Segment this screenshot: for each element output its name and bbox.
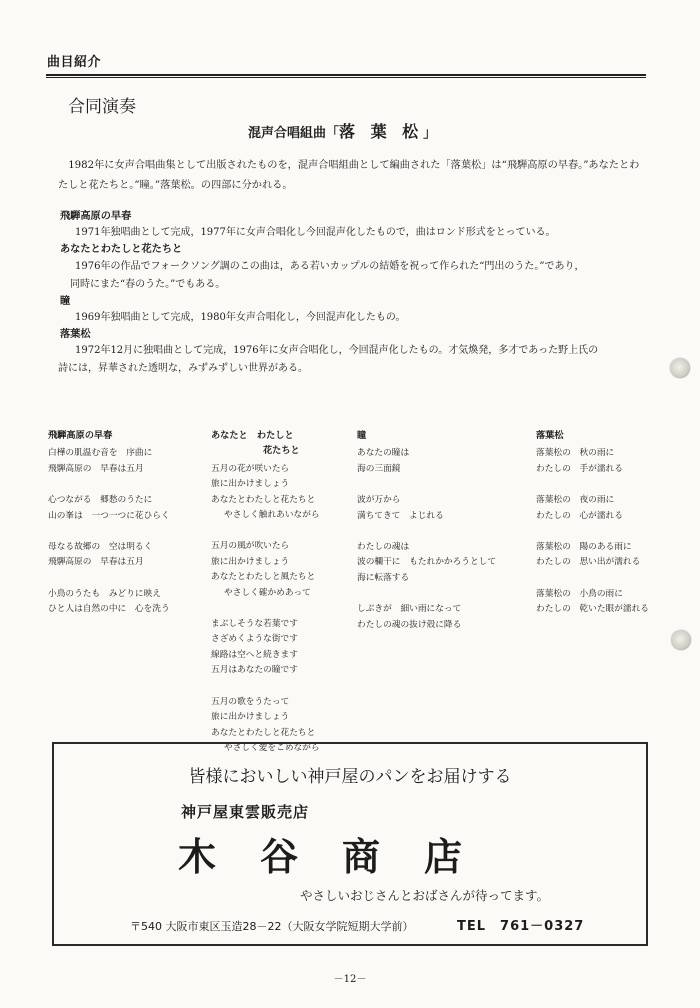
lyric-line: やさしく確かめあって xyxy=(224,587,311,598)
stanza xyxy=(536,540,649,571)
lyric-line: 海に転落する xyxy=(357,572,410,583)
lyric-line: あなたとわたしと花たちと xyxy=(211,494,316,505)
binder-hole xyxy=(671,630,691,650)
lyric-line: 落葉松の 秋の雨に xyxy=(536,448,615,459)
lyrics-title: 瞳 xyxy=(357,430,367,441)
lyric-line: 五月の歌をうたって xyxy=(211,696,290,707)
ad-slogan: やさしいおじさんとおばさんが待ってます。 xyxy=(300,888,550,903)
lyric-line: 旅に出かけましょう xyxy=(211,556,290,567)
item-heading: 落葉松 xyxy=(60,329,91,340)
lyrics-title: あなたと わたしと xyxy=(211,430,294,441)
item-heading: 飛騨高原の早春 xyxy=(60,211,132,222)
ad-telephone: TEL 761－0327 xyxy=(457,919,585,934)
ad-tagline: 皆様においしい神戸屋のパンをお届けする xyxy=(188,767,512,787)
lyric-line: 満ちてきて よじれる xyxy=(357,510,444,521)
lyric-line: あなたの瞳は xyxy=(357,448,410,459)
lyric-line: 心つながる 郷愁のうたに xyxy=(48,495,153,506)
intro-paragraph: 1982年に女声合唱曲集として出版されたものを，混声合唱組曲として編曲された「落葉松」は“飛騨高原の早春。”あなたとわたしと花たちと。”瞳。”落葉松。の四部に分かれる。 xyxy=(58,160,640,191)
stanza xyxy=(211,539,320,601)
subtitle-prefix: 混声合唱組曲「 xyxy=(248,126,340,141)
lyric-line: あなたとわたしと風たちと xyxy=(211,572,316,583)
lyrics-title-line2: 花たちと xyxy=(263,445,300,457)
item-body: 1969年独唱曲として完成，1980年女声合唱化し，今回混声化したもの。 xyxy=(75,312,406,323)
stanza xyxy=(48,446,170,477)
stanza xyxy=(536,446,649,477)
lyric-line: あなたとわたしと花たちと xyxy=(211,727,316,738)
lyric-line: 旅に出かけましょう xyxy=(211,479,290,490)
lyric-line: 母なる故郷の 空は明るく xyxy=(48,542,153,553)
lyrics-title: 飛騨高原の早春 xyxy=(48,430,113,441)
stanza xyxy=(536,493,649,524)
lyric-line: 五月はあなたの瞳です xyxy=(211,665,298,676)
item-heading: 瞳 xyxy=(60,296,71,307)
lyric-line: 海の三面鏡 xyxy=(357,463,401,474)
lyric-line: 飛騨高原の 早春は五月 xyxy=(48,557,144,568)
lyric-line: わたしの 乾いた眼が濡れる xyxy=(536,604,649,615)
ad-store-name: 神戸屋東雲販売店 xyxy=(181,803,310,821)
lyric-line: しぶきが 細い雨になって xyxy=(357,604,462,615)
lyric-line: 旅に出かけましょう xyxy=(211,712,290,723)
lyric-line: やさしく触れあいながら xyxy=(224,510,320,521)
lyric-line: 波が万から xyxy=(357,495,401,506)
section-title: 合同演奏 xyxy=(68,97,136,117)
lyric-line: 白樺の肌温む音を 序曲に xyxy=(48,448,153,459)
item-body-cont: 同時にまた“春のうた。”でもある。 xyxy=(70,279,226,290)
stanza xyxy=(211,617,320,679)
ad-shop-name: 木谷商店 xyxy=(178,834,507,879)
lyric-line: 五月の花が咲いたら xyxy=(211,463,290,474)
lyric-line: まぶしそうな若葉です xyxy=(211,619,298,630)
item-heading: あなたとわたしと花たちと xyxy=(60,244,183,255)
subtitle-suffix: 」 xyxy=(423,126,437,141)
lyric-line: わたしの 心が濡れる xyxy=(536,510,623,521)
item-body: 1976年の作品でフォークソング調のこの曲は，ある若いカップルの結婚を祝って作られた“門出のうた。”であり， xyxy=(75,261,585,272)
binder-hole xyxy=(670,358,690,378)
item-body-cont: 詩には，昇華された透明な，みずみずしい世界がある。 xyxy=(58,363,308,374)
stanza xyxy=(357,602,496,633)
stanza xyxy=(357,540,496,586)
stanza xyxy=(48,587,170,618)
lyric-line: 山の峯は 一つ一つに花ひらく xyxy=(48,510,170,521)
stanza xyxy=(357,446,496,477)
stanza xyxy=(48,540,170,571)
subtitle-title: 落 葉 松 xyxy=(339,122,424,141)
lyrics-column-hida xyxy=(48,428,170,634)
page-number: －12－ xyxy=(333,974,367,985)
header-rule-thin xyxy=(46,77,646,78)
header-rule xyxy=(46,74,646,76)
lyric-line: 線路は空へと続きます xyxy=(211,649,298,660)
lyrics-column-anata xyxy=(211,428,320,772)
lyric-line: やさしく愛をこめながら xyxy=(224,742,320,753)
lyric-line: 飛騨高原の 早春は五月 xyxy=(48,463,144,474)
stanza xyxy=(211,462,320,524)
lyric-line: わたしの 手が濡れる xyxy=(536,463,623,474)
lyric-line: 波の欄干に もたれかかろうとして xyxy=(357,557,496,568)
lyrics-column-karamatsu xyxy=(536,428,649,634)
item-body: 1971年独唱曲として完成，1977年に女声合唱化し今回混声化したもので，曲はロンド形式をとっている。 xyxy=(75,227,556,238)
lyric-line: 落葉松の 小鳥の雨に xyxy=(536,588,623,599)
stanza xyxy=(536,587,649,618)
lyric-line: わたしの魂は xyxy=(357,542,410,553)
header-label: 曲目紹介 xyxy=(47,55,102,70)
lyric-line: 小鳥のうたも みどりに映え xyxy=(48,588,161,599)
stanza xyxy=(48,493,170,524)
ad-address: 〒540 大阪市東区玉造28－22（大阪女学院短期大学前） xyxy=(130,920,414,933)
lyric-line: わたしの 思い出が濡れる xyxy=(536,557,641,568)
advertisement-box xyxy=(52,742,648,946)
lyric-line: 五月の風が吹いたら xyxy=(211,541,290,552)
lyrics-title: 落葉松 xyxy=(536,430,564,441)
stanza xyxy=(357,493,496,524)
lyrics-column-hitomi xyxy=(357,428,496,649)
lyric-line: 落葉松の 陽のある雨に xyxy=(536,542,632,553)
lyric-line: ひと人は自然の中に 心を洗う xyxy=(48,604,170,615)
lyric-line: さざめくような街です xyxy=(211,634,298,645)
item-body: 1972年12月に独唱曲として完成，1976年に女声合唱化し，今回混声化したもの。才気煥発，多才であった野上氏の xyxy=(75,345,599,356)
lyric-line: わたしの魂の抜け殻に降る xyxy=(357,619,462,630)
lyric-line: 落葉松の 夜の雨に xyxy=(536,495,615,506)
subtitle xyxy=(248,119,436,142)
